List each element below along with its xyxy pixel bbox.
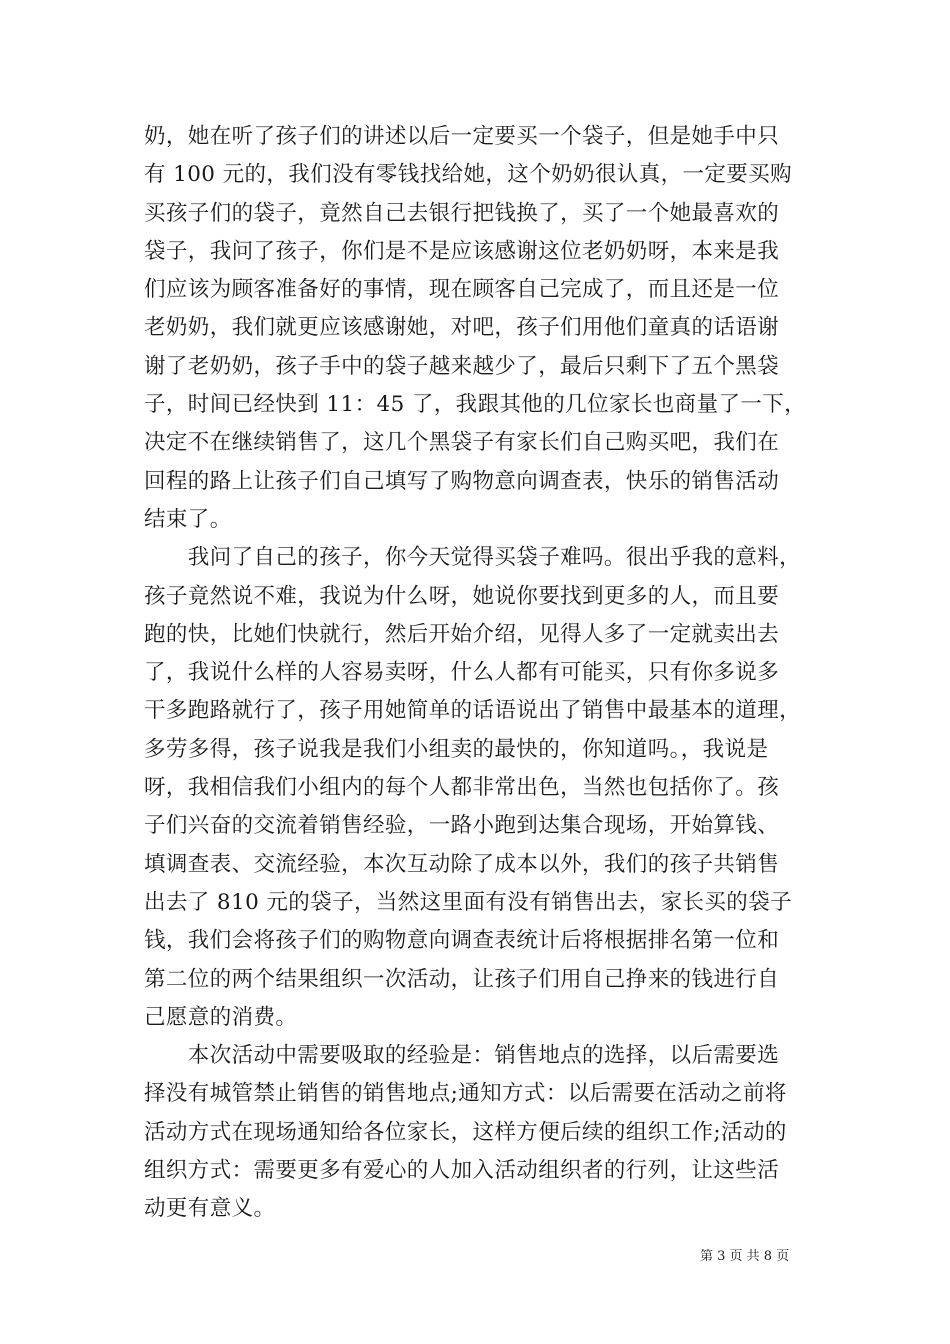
text-line: 我问了自己的孩子，你今天觉得买袋子难吗。很出乎我的意料， <box>144 545 802 571</box>
text-line: 本次活动中需要吸取的经验是：销售地点的选择，以后需要选 <box>144 1043 780 1069</box>
text-line: 子，时间已经快到 11：45 了，我跟其他的几位家长也商量了一下， <box>144 392 807 418</box>
text-line: 了，我说什么样的人容易卖呀，什么人都有可能买，只有你多说多 <box>144 660 780 686</box>
text-line: 己愿意的消费。 <box>144 1004 298 1030</box>
text-line: 出去了 810 元的袋子，当然这里面有没有销售出去，家长买的袋子 <box>144 889 793 915</box>
text-line: 回程的路上让孩子们自己填写了购物意向调查表，快乐的销售活动 <box>144 468 780 494</box>
text-line: 组织方式：需要更多有爱心的人加入活动组织者的行列，让这些活 <box>144 1158 780 1184</box>
text-line: 老奶奶，我们就更应该感谢她，对吧，孩子们用他们童真的话语谢 <box>144 315 780 341</box>
text-line: 孩子竟然说不难，我说为什么呀，她说你要找到更多的人，而且要 <box>144 583 780 609</box>
text-line: 子们兴奋的交流着销售经验，一路小跑到达集合现场，开始算钱、 <box>144 813 780 839</box>
text-line: 们应该为顾客准备好的事情，现在顾客自己完成了，而且还是一位 <box>144 277 780 303</box>
text-line: 填调查表、交流经验，本次互动除了成本以外，我们的孩子共销售 <box>144 851 780 877</box>
text-line: 择没有城管禁止销售的销售地点;通知方式：以后需要在活动之前将 <box>144 1081 787 1107</box>
paragraph-3 <box>144 1037 816 1228</box>
text-line: 买孩子们的袋子，竟然自己去银行把钱换了，买了一个她最喜欢的 <box>144 200 780 226</box>
text-line: 有 100 元的，我们没有零钱找给她，这个奶奶很认真，一定要买购 <box>144 162 793 188</box>
paragraph-1 <box>144 118 816 539</box>
paragraph-2 <box>144 539 816 1037</box>
text-line: 动更有意义。 <box>144 1196 276 1222</box>
text-line: 干多跑路就行了，孩子用她简单的话语说出了销售中最基本的道理， <box>144 698 802 724</box>
text-line: 袋子，我问了孩子，你们是不是应该感谢这位老奶奶呀，本来是我 <box>144 238 780 264</box>
text-line: 活动方式在现场通知给各位家长，这样方便后续的组织工作;活动的 <box>144 1119 787 1145</box>
text-line: 呀，我相信我们小组内的每个人都非常出色，当然也包括你了。孩 <box>144 775 780 801</box>
text-line: 钱，我们会将孩子们的购物意向调查表统计后将根据排名第一位和 <box>144 928 780 954</box>
text-line: 奶，她在听了孩子们的讲述以后一定要买一个袋子，但是她手中只 <box>144 124 780 149</box>
text-line: 第二位的两个结果组织一次活动，让孩子们用自己挣来的钱进行自 <box>144 966 780 992</box>
text-line: 结束了。 <box>144 506 232 532</box>
text-line: 跑的快，比她们快就行，然后开始介绍，见得人多了一定就卖出去 <box>144 621 780 647</box>
document-body <box>144 118 816 1229</box>
text-line: 多劳多得，孩子说我是我们小组卖的最快的，你知道吗。，我说是 <box>144 736 769 762</box>
text-line: 决定不在继续销售了，这几个黑袋子有家长们自己购买吧，我们在 <box>144 430 780 456</box>
text-line: 谢了老奶奶，孩子手中的袋子越来越少了，最后只剩下了五个黑袋 <box>144 353 780 379</box>
page-number-footer: 第 3 页 共 8 页 <box>700 1249 790 1264</box>
